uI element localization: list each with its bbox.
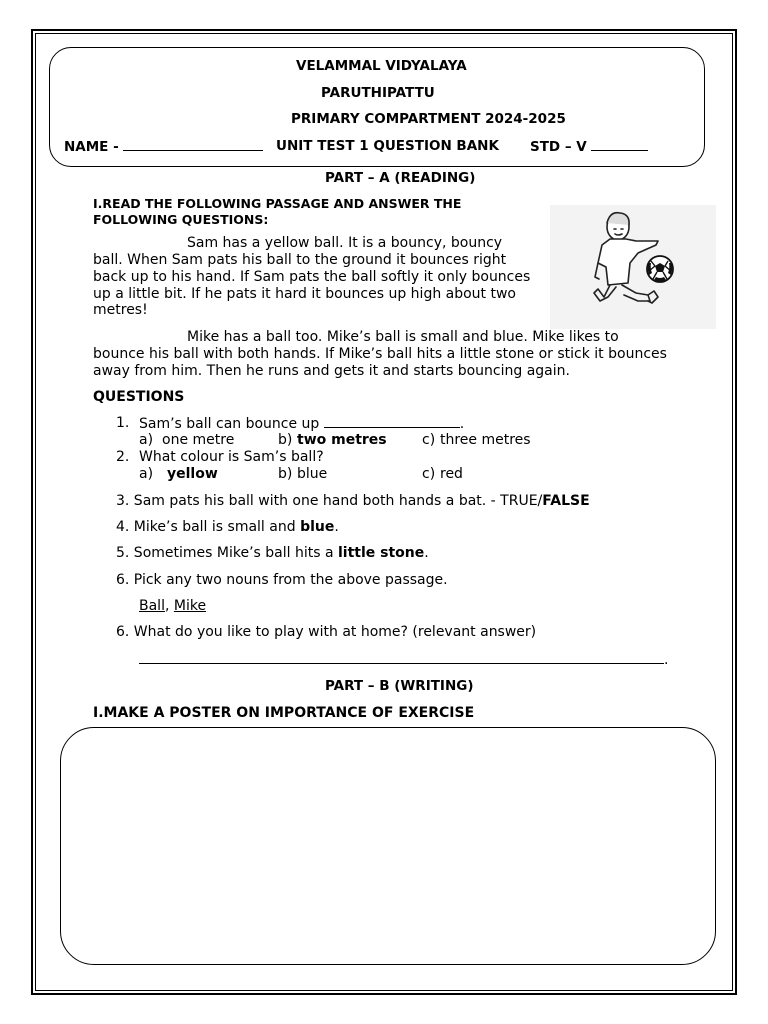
q5-end: . xyxy=(424,545,429,561)
q5-text: 5. Sometimes Mike’s ball hits a xyxy=(116,545,338,561)
instruction-line-1: I.READ THE FOLLOWING PASSAGE AND ANSWER THE xyxy=(93,196,462,211)
part-a-title: PART – A (READING) xyxy=(325,170,476,186)
school-name: VELAMMAL VIDYALAYA xyxy=(296,58,467,74)
name-field xyxy=(64,138,263,156)
q5 xyxy=(116,545,429,562)
para1-line-4: up a little bit. If he pats it hard it bounces up high about two xyxy=(93,286,517,302)
std-blank[interactable] xyxy=(591,138,648,151)
q2-question: What colour is Sam’s ball? xyxy=(139,449,324,465)
para1-line-3: back up to his hand. If Sam pats the ball softly it only bounces xyxy=(93,269,531,285)
q5-answer: little stone xyxy=(338,545,425,561)
q2-opt-b-label: b) xyxy=(278,466,293,482)
school-branch: PARUTHIPATTU xyxy=(321,85,435,101)
compartment-title: PRIMARY COMPARTMENT 2024-2025 xyxy=(291,111,566,127)
q1-opt-a: one metre xyxy=(162,432,235,448)
q1-opt-b-label: b) xyxy=(278,432,293,448)
name-label: NAME - xyxy=(64,139,119,155)
para1-line-5: metres! xyxy=(93,302,148,318)
name-blank[interactable] xyxy=(123,138,263,151)
questions-heading: QUESTIONS xyxy=(93,389,185,405)
q6-separator: , xyxy=(164,598,174,614)
para2-line-2: bounce his ball with both hands. If Mike’s ball hits a little stone or stick it bounces xyxy=(93,346,667,362)
q1-question: Sam’s ball can bounce up xyxy=(139,416,320,432)
q6-answer-1: Ball xyxy=(139,598,165,614)
boy-kicking-ball-illustration xyxy=(550,205,716,329)
q7-blank[interactable] xyxy=(139,651,664,664)
poster-drawing-area[interactable] xyxy=(60,727,716,965)
q4-end: . xyxy=(334,519,339,535)
q2-opt-b: blue xyxy=(297,466,328,482)
q4 xyxy=(116,519,339,536)
q6-answer-2: Mike xyxy=(173,598,207,614)
std-label: STD – V xyxy=(530,139,587,155)
q3-text: 3. Sam pats his ball with one hand both hands a bat. - TRUE/ xyxy=(116,493,543,509)
q7-end: . xyxy=(664,652,669,668)
q1-text xyxy=(139,415,464,433)
q2-opt-a-label: a) xyxy=(139,466,154,482)
part-b-instruction: I.MAKE A POSTER ON IMPORTANCE OF EXERCISE xyxy=(93,705,475,721)
q3 xyxy=(116,493,590,510)
q1-number: 1. xyxy=(116,415,130,431)
q2-opt-a: yellow xyxy=(167,466,218,482)
part-b-title: PART – B (WRITING) xyxy=(325,678,474,694)
q2-opt-c-label: c) xyxy=(422,466,436,482)
q1-opt-c: three metres xyxy=(440,432,531,448)
q4-answer: blue xyxy=(300,519,335,535)
q2-number: 2. xyxy=(116,449,130,465)
para1-line-1: Sam has a yellow ball. It is a bouncy, bouncy xyxy=(187,235,503,251)
q4-text: 4. Mike’s ball is small and xyxy=(116,519,301,535)
para2-line-1: Mike has a ball too. Mike’s ball is small and blue. Mike likes to xyxy=(187,329,619,345)
q1-opt-a-label: a) xyxy=(139,432,154,448)
q1-end: . xyxy=(459,416,465,432)
q7-answer-line xyxy=(139,651,668,669)
instruction-line-2: FOLLOWING QUESTIONS: xyxy=(93,212,269,227)
boy-kicking-ball-icon xyxy=(550,205,716,329)
q2-opt-c: red xyxy=(440,466,463,482)
q7-text: 6. What do you like to play with at home? (relevant answer) xyxy=(116,624,537,640)
q6-text: 6. Pick any two nouns from the above passage. xyxy=(116,572,448,588)
std-field xyxy=(530,138,648,156)
test-title: UNIT TEST 1 QUESTION BANK xyxy=(276,138,499,154)
q6-answer xyxy=(139,598,206,615)
q3-answer: FALSE xyxy=(542,493,590,509)
para1-line-2: ball. When Sam pats his ball to the ground it bounces right xyxy=(93,252,507,268)
q1-opt-b: two metres xyxy=(297,432,387,448)
q1-opt-c-label: c) xyxy=(422,432,436,448)
para2-line-3: away from him. Then he runs and gets it and starts bouncing again. xyxy=(93,363,570,379)
q1-blank[interactable] xyxy=(324,415,460,428)
